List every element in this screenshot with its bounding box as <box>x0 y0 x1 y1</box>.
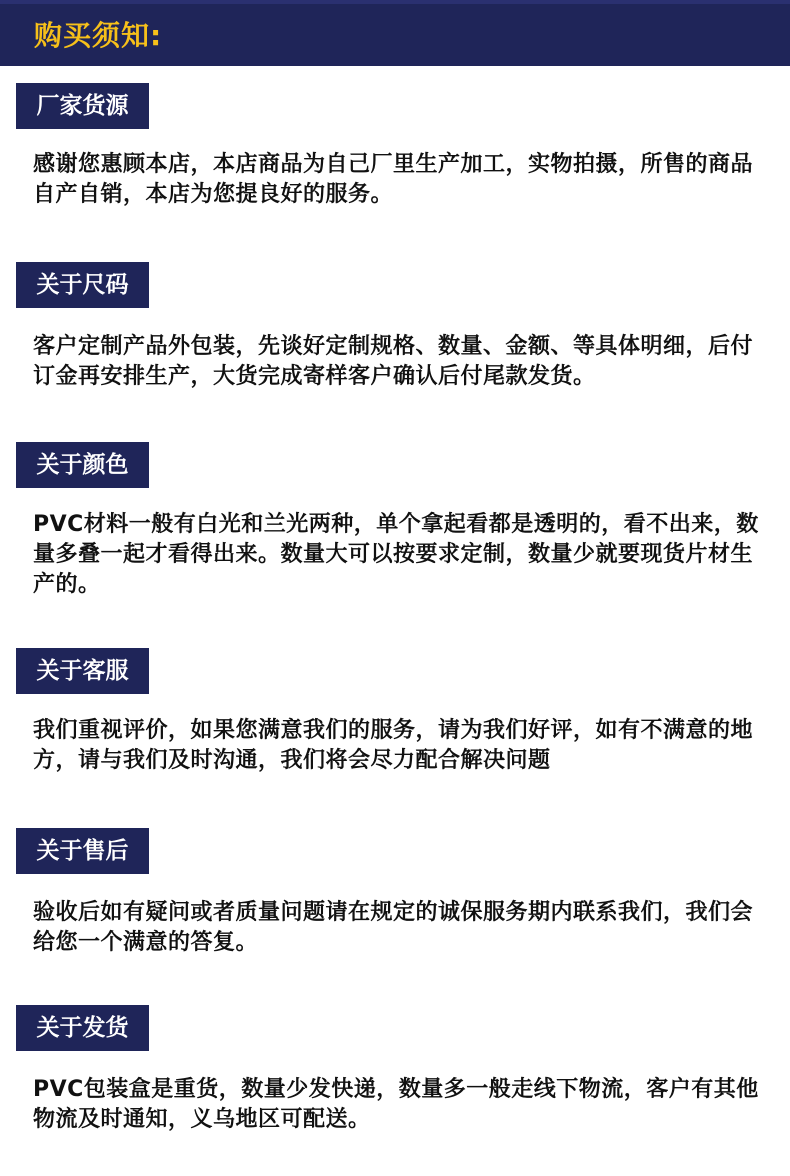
section-label-customer-service: 关于客服 <box>16 648 149 694</box>
section-label-factory-source: 厂家货源 <box>16 83 149 129</box>
page-header <box>0 0 790 66</box>
section-text-size: 客户定制产品外包装，先谈好定制规格、数量、金额、等具体明细，后付订金再安排生产，大货完成寄样客户确认后付尾款发货。 <box>33 334 754 389</box>
section-text-customer-service: 我们重视评价，如果您满意我们的服务，请为我们好评，如有不满意的地方，请与我们及时沟通，我们将会尽力配合解决问题 <box>33 718 754 773</box>
section-text-factory-source: 感谢您惠顾本店，本店商品为自己厂里生产加工，实物拍摄，所售的商品自产自销，本店为您提良好的服务。 <box>33 152 754 207</box>
section-text-color: PVC材料一般有白光和兰光两种，单个拿起看都是透明的，看不出来，数量多叠一起才看得出来。数量大可以按要求定制，数量少就要现货片材生产的。 <box>33 512 759 597</box>
section-label-shipping: 关于发货 <box>16 1005 149 1051</box>
page-title: 购买须知: <box>34 19 163 52</box>
section-label-after-sales: 关于售后 <box>16 828 149 874</box>
section-text-after-sales: 验收后如有疑问或者质量问题请在规定的诚保服务期内联系我们，我们会给您一个满意的答复。 <box>33 900 754 955</box>
section-label-size: 关于尺码 <box>16 262 149 308</box>
section-text-shipping: PVC包装盒是重货，数量少发快递，数量多一般走线下物流，客户有其他物流及时通知，义乌地区可配送。 <box>33 1077 759 1132</box>
section-label-color: 关于颜色 <box>16 442 149 488</box>
